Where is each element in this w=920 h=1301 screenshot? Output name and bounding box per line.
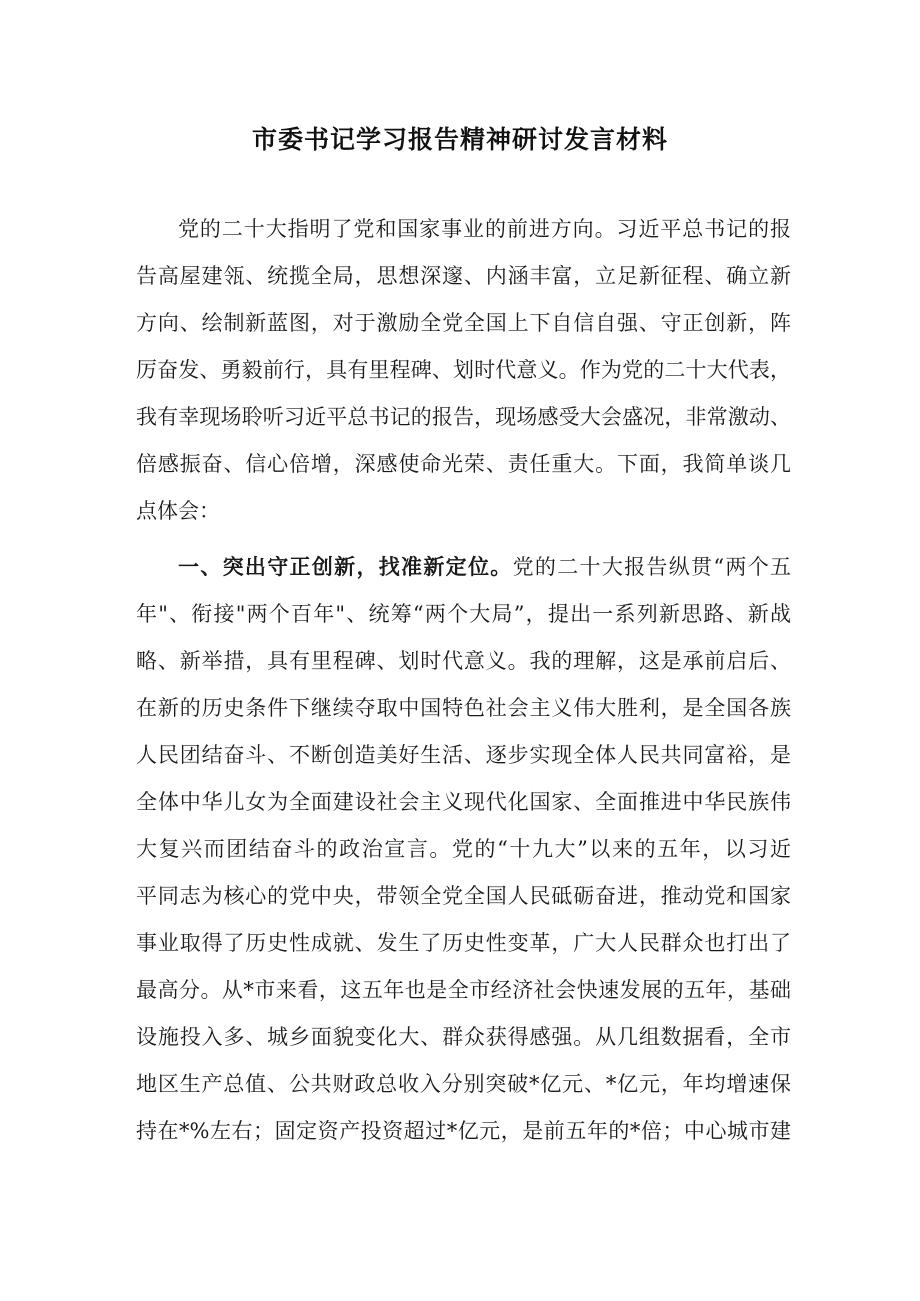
paragraph-line: 厉奋发、勇毅前行，具有里程碑、划时代意义。作为党的二十大代表，: [136, 358, 791, 382]
paragraph-line: 最高分。从*市来看，这五年也是全市经济社会快速发展的五年，基础: [136, 978, 791, 1002]
section-heading: 一、突出守正创新，找准新定位。: [178, 555, 513, 579]
paragraph-line: 略、新举措，具有里程碑、划时代意义。我的理解，这是承前启后、: [136, 649, 791, 673]
paragraph-line: 倍感振奋、信心倍增，深感使命光荣、责任重大。下面，我简单谈几: [136, 452, 791, 476]
section-heading-line: [178, 549, 791, 585]
paragraph-line: 大复兴而团结奋斗的政治宣言。党的“十九大”以来的五年，以习近: [136, 837, 791, 861]
paragraph-text: 党的二十大报告纵贯“两个五: [512, 555, 791, 579]
paragraph-line: 事业取得了历史性成就、发生了历史性变革，广大人民群众也打出了: [136, 931, 791, 955]
paragraph-line: 年"、衔接"两个百年"、统筹“两个大局”，提出一系列新思路、新战: [136, 602, 791, 626]
paragraph-line: 地区生产总值、公共财政总收入分别突破*亿元、*亿元，年均增速保: [136, 1072, 791, 1096]
paragraph-line: 人民团结奋斗、不断创造美好生活、逐步实现全体人民共同富裕，是: [136, 743, 791, 767]
paragraph-line: 点体会：: [136, 499, 220, 523]
paragraph-line: 平同志为核心的党中央，带领全党全国人民砥砺奋进，推动党和国家: [136, 884, 791, 908]
paragraph-line: 党的二十大指明了党和国家事业的前进方向。习近平总书记的报: [178, 217, 791, 241]
paragraph-line: 全体中华儿女为全面建设社会主义现代化国家、全面推进中华民族伟: [136, 790, 791, 814]
document-title: 市委书记学习报告精神研讨发言材料: [251, 125, 668, 154]
paragraph-line: 告高屋建瓴、统揽全局，思想深邃、内涵丰富，立足新征程、确立新: [136, 264, 791, 288]
paragraph-line: 设施投入多、城乡面貌变化大、群众获得感强。从几组数据看，全市: [136, 1025, 791, 1049]
paragraph-line: 在新的历史条件下继续夺取中国特色社会主义伟大胜利，是全国各族: [136, 696, 791, 720]
paragraph-line: 我有幸现场聆听习近平总书记的报告，现场感受大会盛况，非常激动、: [136, 405, 791, 429]
paragraph-line: 持在*%左右；固定资产投资超过*亿元，是前五年的*倍；中心城市建: [136, 1119, 791, 1143]
paragraph-line: 方向、绘制新蓝图，对于激励全党全国上下自信自强、守正创新，阵: [136, 311, 791, 335]
